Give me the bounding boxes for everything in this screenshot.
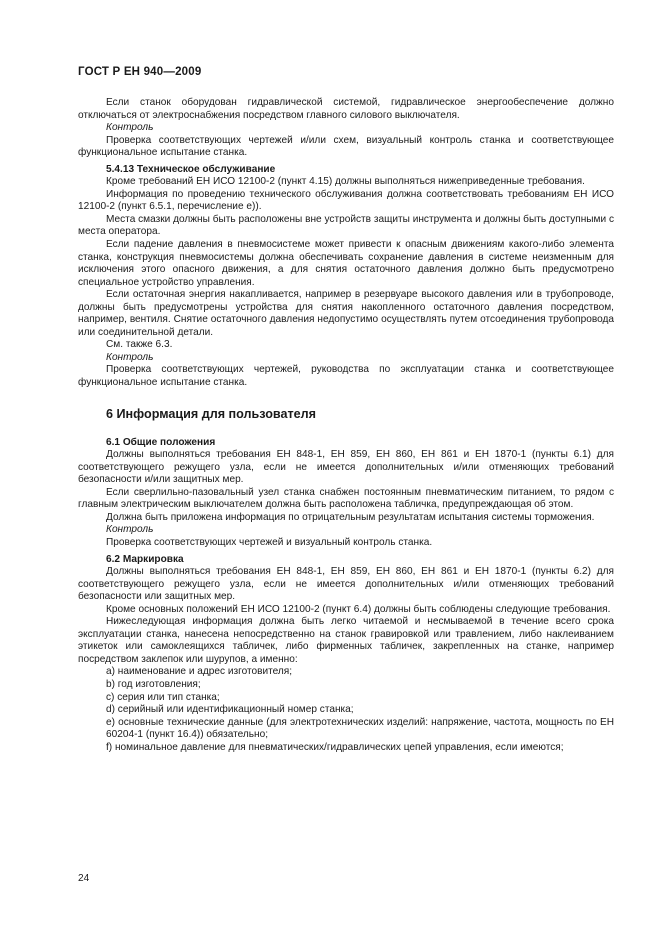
paragraph: Информация по проведению технического обслуживания должна соответствовать требованиям ЕН ИСО 12100-2 (пункт 6.5.1, перечисление е)).: [78, 188, 614, 213]
paragraph: Если сверлильно-пазовальный узел станка снабжен постоянным пневматическим питанием, то рядом с главным электрическим выключателем должна быть расположена табличка, предупреждающая об этом.: [78, 486, 614, 511]
paragraph: Кроме основных положений ЕН ИСО 12100-2 (пункт 6.4) должны быть соблюдены следующие требования.: [106, 603, 611, 615]
paragraph: Должна быть приложена информация по отрицательным результатам испытания системы торможения.: [106, 511, 595, 523]
body-text: [78, 97, 614, 754]
control-label: Контроль: [106, 351, 154, 363]
section-heading-6-2: 6.2 Маркировка: [106, 553, 184, 565]
paragraph: Нижеследующая информация должна быть легко читаемой и несмываемой в течение всего срока эксплуатации станка, нанесена непосредственно на станок гравировкой или травлением, либо наклеиванием этикеток или самоклеящихся табличек, либо фирменных табличек, закрепленных на станке, например посредством заклепок или шурупов, а именно:: [78, 616, 614, 665]
paragraph: Кроме требований ЕН ИСО 12100-2 (пункт 4.15) должны выполняться нижеприведенные требования.: [106, 176, 585, 188]
paragraph: Если остаточная энергия накапливается, например в резервуаре высокого давления или в трубопроводе, должны быть предусмотрены устройства для снятия накопленного остаточного давления посредством, например, вентиля. Снятие остаточного давления недопустимо осуществлять путем отсоединения трубопровода или соединительной детали.: [78, 289, 614, 338]
list-item: c) серия или тип станка;: [106, 691, 220, 703]
list-item: a) наименование и адрес изготовителя;: [106, 666, 293, 678]
paragraph: Если падение давления в пневмосистеме может привести к опасным движениям какого-либо элемента станка, конструкция пневмосистемы должна обеспечивать сохранение давления в системе неизменным для исключения этого опасного движения, а для снятия остаточного давления должно быть предусмотрено специальное устройство управления.: [78, 239, 614, 288]
section-heading-5-4-13: 5.4.13 Техническое обслуживание: [106, 163, 276, 175]
standard-header: ГОСТ Р ЕН 940—2009: [78, 66, 202, 78]
control-label: Контроль: [106, 122, 154, 134]
control-label: Контроль: [106, 524, 154, 536]
list-item: f) номинальное давление для пневматических/гидравлических цепей управления, если имеются;: [106, 741, 564, 753]
list-item: e) основные технические данные (для электротехнических изделий: напряжение, частота, мощность по ЕН 60204-1 (пункт 16.4)) обязательно;: [106, 716, 614, 741]
list-item: d) серийный или идентификационный номер станка;: [106, 704, 354, 716]
paragraph: Должны выполняться требования ЕН 848-1, ЕН 859, ЕН 860, ЕН 861 и ЕН 1870-1 (пункты 6.2) для соответствующего режущего узла, если не имеется дополнительных и/или отменяющих требований безопасности или защитных мер.: [78, 566, 614, 603]
paragraph: См. также 6.3.: [106, 339, 173, 351]
paragraph: Проверка соответствующих чертежей и визуальный контроль станка.: [106, 536, 433, 548]
paragraph: Места смазки должны быть расположены вне устройств защиты инструмента и должны быть доступными с места оператора.: [78, 213, 614, 238]
section-heading-6-1: 6.1 Общие положения: [106, 436, 216, 448]
paragraph: Если станок оборудован гидравлической системой, гидравлическое энергообеспечение должно отключаться от электроснабжения посредством главного силового выключателя.: [78, 97, 614, 121]
page-number: 24: [78, 873, 90, 884]
marking-list: [78, 666, 614, 754]
paragraph: Проверка соответствующих чертежей и/или схем, визуальный контроль станка и соответствующее функциональное испытание станка.: [78, 134, 614, 159]
paragraph: Должны выполняться требования ЕН 848-1, ЕН 859, ЕН 860, ЕН 861 и ЕН 1870-1 (пункты 6.1) для соответствующего режущего узла, если не имеется дополнительных и/или отменяющих требований безопасности и/или защитных мер.: [78, 449, 614, 486]
list-item: b) год изготовления;: [106, 678, 201, 690]
section-heading-6: 6 Информация для пользователя: [106, 406, 317, 421]
paragraph: Проверка соответствующих чертежей, руководства по эксплуатации станка и соответствующее функциональное испытание станка.: [78, 364, 614, 389]
